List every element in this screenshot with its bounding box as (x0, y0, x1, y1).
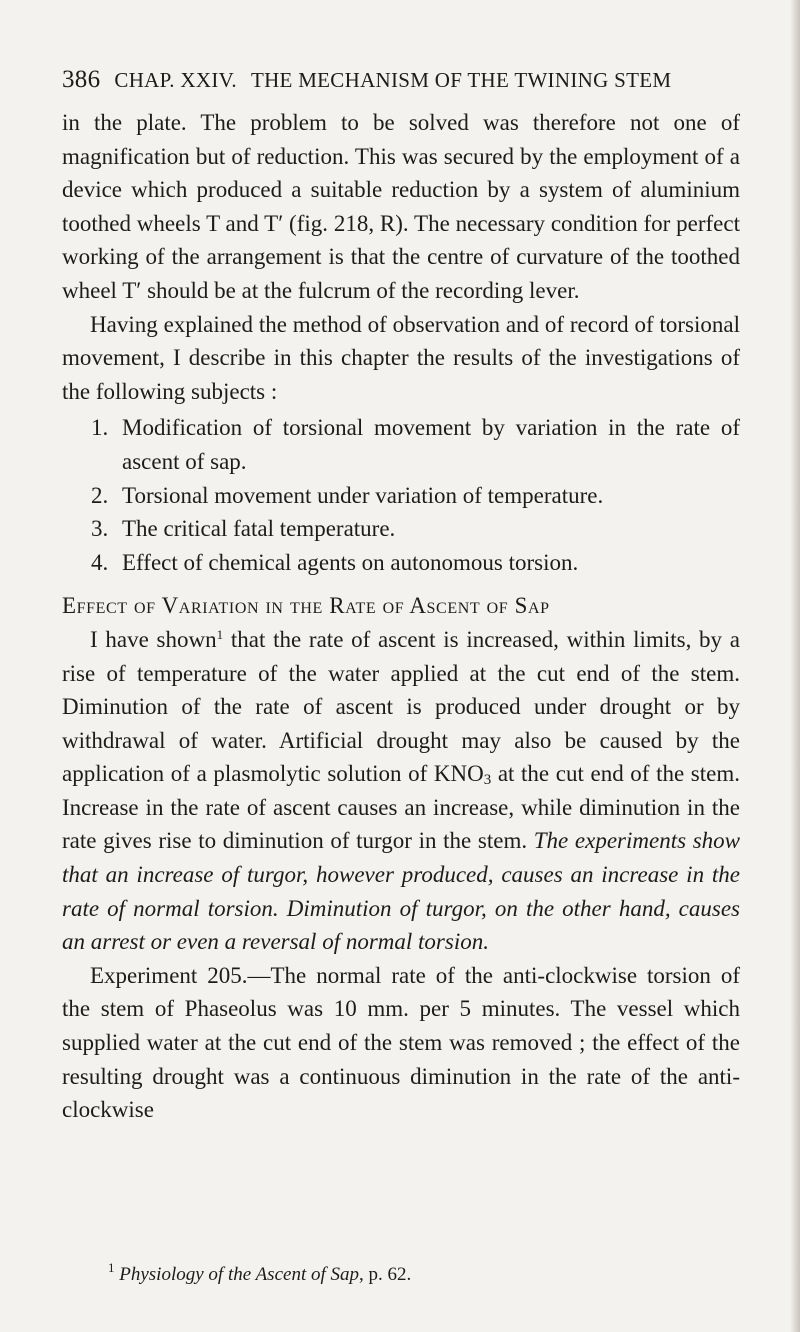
paragraph-2: Having explained the method of observation and of record of torsional movement, I describe in this chapter the results of the investigations of the following subjects : (62, 311, 740, 404)
footnote-title: Physiology of the Ascent of Sap (119, 1264, 359, 1285)
running-title: THE MECHANISM OF THE TWINING STEM (250, 68, 672, 92)
list-item: 4. Effect of chemical agents on autonomous torsion. (91, 549, 579, 575)
list-item: 2. Torsional movement under variation of temperature. (91, 482, 604, 508)
running-head (62, 66, 742, 94)
page-number: 386 (62, 66, 101, 93)
footnote-ref: 1 (216, 626, 224, 642)
list-item: 3. The critical fatal temperature. (91, 516, 396, 542)
footnote-mark: 1 (108, 1260, 115, 1275)
italic-statement: The experiments show that an increase of turgor, however produced, causes an increase in the rate of normal torsion. Diminution of turgor, on the other hand, causes an arrest or even a reversal of normal torsion. (62, 828, 740, 955)
chapter-label: CHAP. XXIV. (114, 68, 237, 92)
section-heading: Effect of Variation in the Rate of Ascent of Sap (62, 593, 550, 619)
subscript: 3 (483, 772, 492, 789)
paragraph-1: in the plate. The problem to be solved was therefore not one of magnification but of reduction. This was secured by the employment of a device which produced a suitable reduction by a system of aluminium toothed wheels T and T′ (fig. 218, R). The necessary condition for perfect working of the arrangement is that the centre of curvature of the toothed wheel T′ should be at the fulcrum of the recording lever. (62, 110, 740, 303)
list-item: 1. Modification of torsional movement by variation in the rate of ascent of sap. (91, 415, 740, 474)
footnote: $^1$ Physiology of the Ascent of Sap, p. 62. (108, 1260, 412, 1285)
page-edge-shadow (790, 0, 800, 1332)
paragraph-3: I have shown$^1$ that the rate of ascent is increased, within limits, by a rise of temperature of the water applied at the cut end of the stem. Diminution of the rate of ascent is produced under drought or by withdrawal of water. Artificial drought may also be caused by the application of a plasmolytic solution of $KNO_3$ at the cut end of the stem. Increase in the rate of ascent causes an increase, while diminution in the rate gives rise to diminution of turgor in the stem. The experiments show that an increase of turgor, however produced, causes an increase in the rate of normal torsion. Diminution of turgor, on the other hand, causes an arrest or even a reversal of normal torsion. (62, 626, 741, 955)
body-text (62, 106, 740, 1127)
paragraph-4: Experiment 205.—The normal rate of the anti-clockwise torsion of the stem of Phaseolus was 10 mm. per 5 minutes. The vessel which supplied water at the cut end of the stem was removed ; the effect of the resulting drought was a continuous diminution in the rate of the anti-clockwise (62, 962, 740, 1123)
subjects-list (62, 411, 740, 579)
